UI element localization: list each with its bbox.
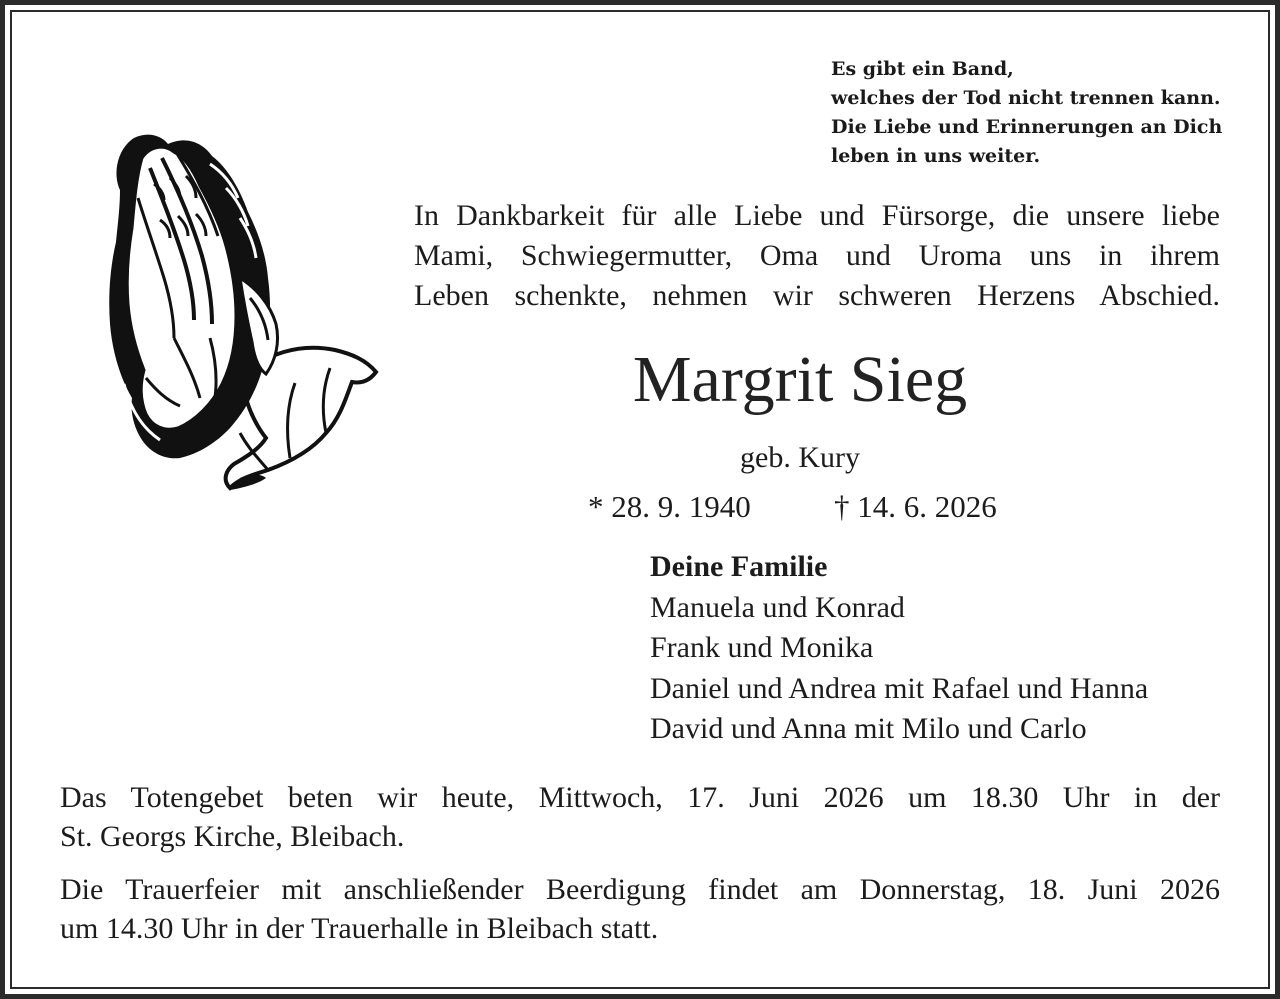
praying-hands-icon: [90, 128, 380, 493]
poem: [831, 55, 1222, 171]
notice-line: St. Georgs Kirche, Bleibach.: [60, 820, 405, 853]
funeral-notice: [60, 870, 1220, 948]
intro-line: Leben schenkte, nehmen wir schweren Herzens Abschied.: [414, 279, 1220, 312]
birth-date: * 28. 9. 1940: [588, 489, 751, 524]
poem-line: welches der Tod nicht trennen kann.: [831, 87, 1221, 109]
family-heading: Deine Familie: [650, 550, 828, 583]
poem-line: Es gibt ein Band,: [831, 58, 1014, 80]
family-member: Daniel und Andrea mit Rafael und Hanna: [650, 671, 1149, 705]
family-member: Manuela und Konrad: [650, 590, 905, 624]
prayer-notice: [60, 778, 1220, 856]
intro-line: Mami, Schwiegermutter, Oma und Uroma uns in ihrem: [414, 239, 1220, 272]
family-member: Frank und Monika: [650, 631, 874, 664]
death-date: † 14. 6. 2026: [834, 489, 997, 524]
intro-line: In Dankbarkeit für alle Liebe und Fürsorge, die unsere liebe: [414, 199, 1220, 232]
notice-line: Das Totengebet beten wir heute, Mittwoch, 17. Juni 2026 um 18.30 Uhr in der: [60, 781, 1220, 814]
family-member: David und Anna mit Milo und Carlo: [650, 712, 1087, 745]
intro-text: [414, 196, 1220, 316]
notice-line: Die Trauerfeier mit anschließender Beerdigung findet am Donnerstag, 18. Juni 2026: [60, 873, 1220, 906]
notice-line: um 14.30 Uhr in der Trauerhalle in Bleibach statt.: [60, 912, 659, 945]
poem-line: Die Liebe und Erinnerungen an Dich: [831, 116, 1223, 138]
family-list: [650, 547, 1148, 750]
poem-line: leben in uns weiter.: [831, 145, 1041, 167]
maiden-name: geb. Kury: [740, 441, 860, 474]
deceased-name: Margrit Sieg: [632, 343, 968, 416]
